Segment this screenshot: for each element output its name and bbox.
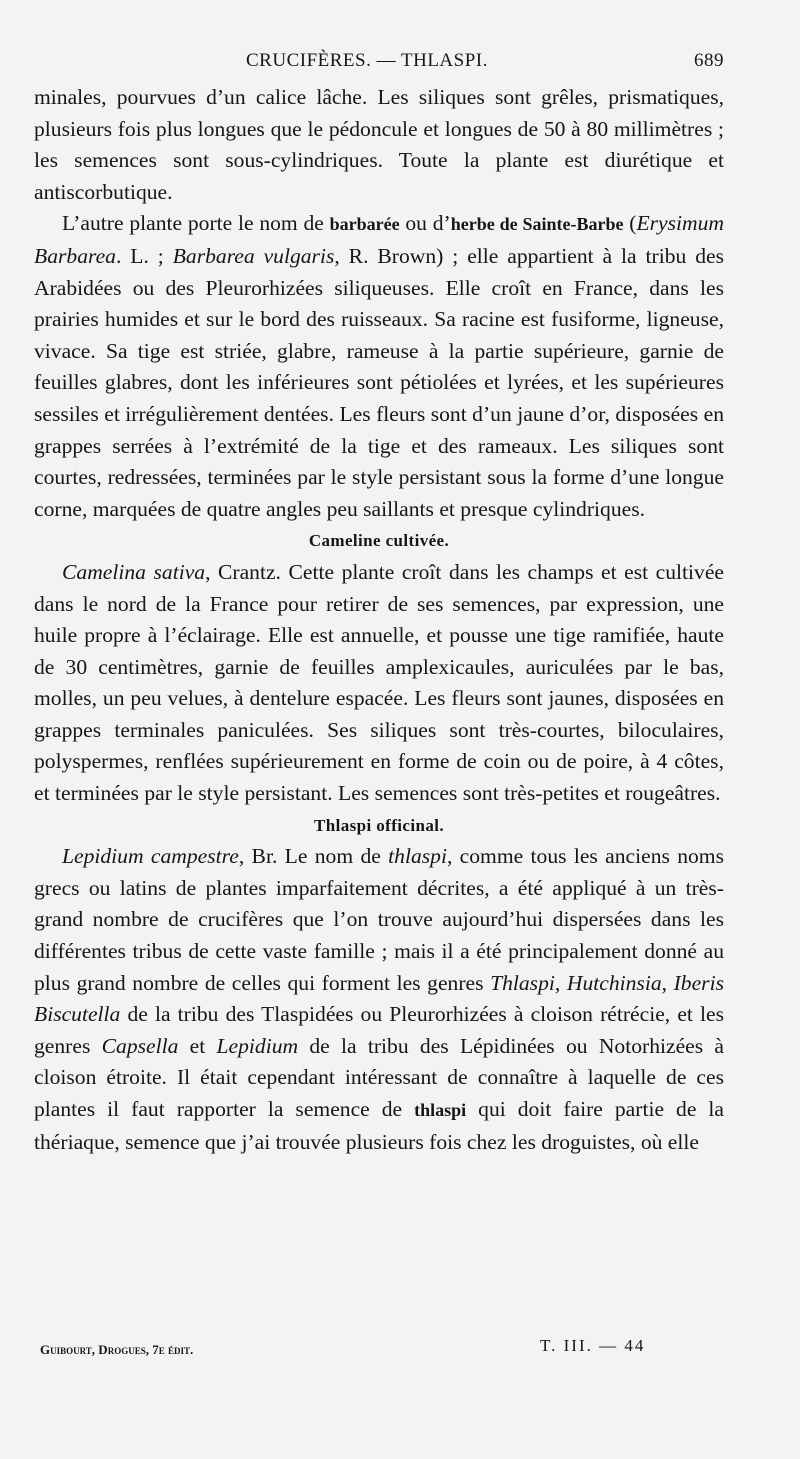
text-run: ou d’ bbox=[399, 211, 451, 236]
genus-name: thlaspi bbox=[388, 844, 447, 869]
page-header bbox=[34, 50, 724, 78]
page-number: 689 bbox=[694, 50, 724, 71]
text-run: ( bbox=[623, 211, 637, 236]
genus-name: Iberis bbox=[673, 970, 724, 995]
printer-signature: Guibourt, Drogues, 7e édit. bbox=[40, 1342, 194, 1357]
volume-mark: T. III. — 44 bbox=[540, 1336, 646, 1355]
paragraph-continuation: minales, pourvues d’un calice lâche. Les siliques sont grêles, prismatiques, plusieurs fois plus longues que le pédoncule et longues de 50 à 80 millimètres ; les semences sont sous-cylindriques. Toute la plante est diurétique et antiscorbutique. bbox=[34, 85, 724, 204]
running-title: CRUCIFÈRES. — THLASPI. bbox=[246, 50, 488, 71]
genus-name: Capsella bbox=[101, 1033, 179, 1058]
genus-name: Biscutella bbox=[34, 1002, 121, 1027]
text-run: . L. ; bbox=[115, 243, 173, 268]
paragraph-cameline bbox=[34, 557, 724, 810]
species-name: Erysimum Barbarea bbox=[34, 211, 725, 268]
body-text bbox=[34, 82, 724, 1158]
text-run: qui doit faire partie de la thériaque, semence que j’ai trouvée plusieurs fois chez les droguistes, où elle bbox=[34, 1097, 724, 1154]
text-run: , Crantz. Cette plante croît dans les champs et est cultivée dans le nord de la France pour retirer de ses semences, par expression, une huile propre à l’éclairage. Elle est annuelle, et pousse une tige ramifiée, haute de 30 centimètres, garnie de feuilles amplexicaules, auriculées par le bas, molles, un peu velues, à dentelure espacée. Les fleurs sont jaunes, disposées en grappes terminales paniculées. Ses siliques sont très-courtes, biloculaires, polyspermes, renflées supérieurement en forme de coin ou de poire, à 4 côtes, et terminées par le style persistant. Les semences sont très-petites et rougeâtres. bbox=[34, 559, 724, 806]
paragraph-thlaspi bbox=[34, 841, 724, 1158]
text-run: L’autre plante porte le nom de bbox=[62, 211, 330, 236]
section-heading-cameline: Cameline cultivée. bbox=[308, 531, 450, 551]
species-name: Camelina sativa bbox=[62, 559, 206, 584]
text-run: de la tribu des Tlaspidées ou Pleurorhizées à cloison rétrécie, et les genres bbox=[34, 1002, 724, 1058]
term-thlaspi: thlaspi bbox=[414, 1100, 467, 1120]
text-run: , comme tous les anciens noms grecs ou latins de plantes imparfaitement décrites, a été appliqué à un très-grand nombre de crucifères que l’on trouve aujourd’hui dispersées dans les différentes tribus de cette vaste famille ; mais il a été principalement donné au plus grand nombre de celles qui forment les genres bbox=[34, 844, 724, 995]
genus-name: Thlaspi bbox=[490, 970, 555, 995]
term-herbe-sainte-barbe: herbe de Sainte-Barbe bbox=[450, 214, 624, 235]
genus-name: Hutchinsia bbox=[566, 970, 662, 995]
text-run: , bbox=[661, 970, 674, 995]
term-barbaree: barbarée bbox=[329, 214, 400, 235]
species-name: Barbarea vulgaris bbox=[172, 243, 335, 268]
genus-name: Lepidium bbox=[216, 1033, 299, 1058]
text-run: et bbox=[178, 1033, 217, 1058]
paragraph-barbaree bbox=[34, 208, 724, 525]
text-run: de la tribu des Lépidinées ou Notorhizées à cloison étroite. Il était cependant intéressant de connaître à laquelle de ces plantes il faut rapporter la semence de bbox=[34, 1033, 724, 1121]
text-run: , bbox=[554, 970, 567, 995]
page-footer bbox=[40, 1336, 720, 1362]
text-run: , Br. Le nom de bbox=[238, 844, 389, 869]
species-name: Lepidium campestre bbox=[62, 844, 239, 869]
text-run: , R. Brown) ; elle appartient à la tribu des Arabidées ou des Pleurorhizées siliqueuses. Elle croît en France, dans les prairies humides et sur le bord des ruisseaux. Sa racine est fusiforme, ligneuse, vivace. Sa tige est striée, glabre, rameuse à la partie supérieure, garnie de feuilles glabres, dont les inférieures sont pétiolées et lyrées, et les supérieures sessiles et irrégulièrement dentées. Les fleurs sont d’un jaune d’or, disposées en grappes serrées à l’extrémité de la tige et des rameaux. Les siliques sont courtes, redressées, terminées par le style persistant sous la forme d’une longue corne, marquées de quatre angles peu saillants et presque cylindriques. bbox=[34, 243, 724, 521]
section-heading-thlaspi: Thlaspi officinal. bbox=[313, 815, 444, 835]
